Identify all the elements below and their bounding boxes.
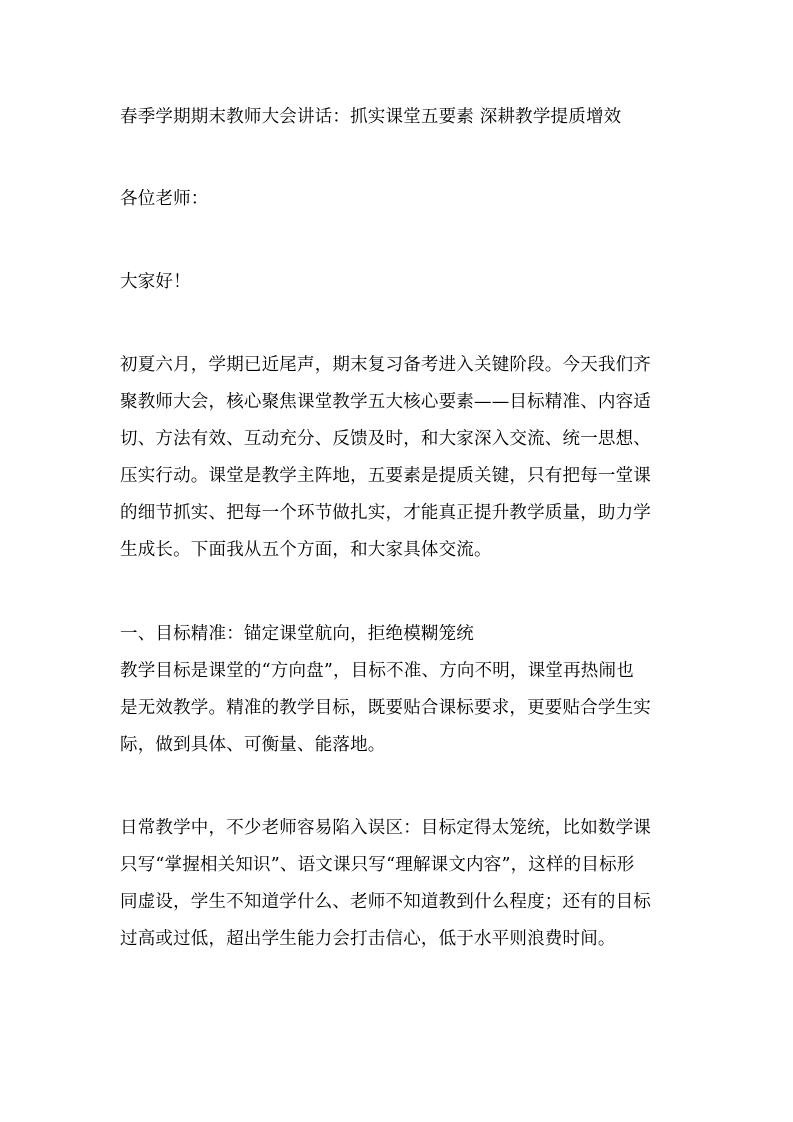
paragraph-line: 是无效教学。精准的教学目标，既要贴合课标要求，更要贴合学生实 [120, 698, 651, 718]
paragraph-line: 切、方法有效、互动充分、反馈及时，和大家深入交流、统一思想、 [120, 429, 651, 449]
section-heading: 一、目标精准：锚定课堂航向，拒绝模糊笼统 [120, 624, 474, 644]
document-title: 春季学期期末教师大会讲话：抓实课堂五要素 深耕教学提质增效 [120, 107, 622, 127]
paragraph-line: 教学目标是课堂的“方向盘”，目标不准、方向不明，课堂再热闹也 [120, 661, 634, 681]
paragraph-line: 只写“掌握相关知识”、语文课只写“理解课文内容”，这样的目标形 [120, 855, 635, 875]
paragraph-line: 的细节抓实、把每一个环节做扎实，才能真正提升教学质量，助力学 [120, 503, 651, 523]
paragraph-line: 同虚设，学生不知道学什么、老师不知道教到什么程度；还有的目标 [120, 892, 651, 912]
paragraph-line: 日常教学中，不少老师容易陷入误区：目标定得太笼统，比如数学课 [120, 818, 651, 838]
paragraph-line: 聚教师大会，核心聚焦课堂教学五大核心要素——目标精准、内容适 [120, 392, 651, 412]
paragraph-line: 生成长。下面我从五个方面，和大家具体交流。 [120, 540, 492, 560]
paragraph-line: 压实行动。课堂是教学主阵地，五要素是提质关键，只有把每一堂课 [120, 466, 651, 486]
greeting: 大家好！ [120, 272, 191, 292]
paragraph-line: 初夏六月，学期已近尾声，期末复习备考进入关键阶段。今天我们齐 [120, 355, 651, 375]
paragraph-line: 过高或过低，超出学生能力会打击信心，低于水平则浪费时间。 [120, 929, 616, 949]
salutation: 各位老师： [120, 189, 209, 209]
paragraph-line: 际，做到具体、可衡量、能落地。 [120, 735, 386, 755]
